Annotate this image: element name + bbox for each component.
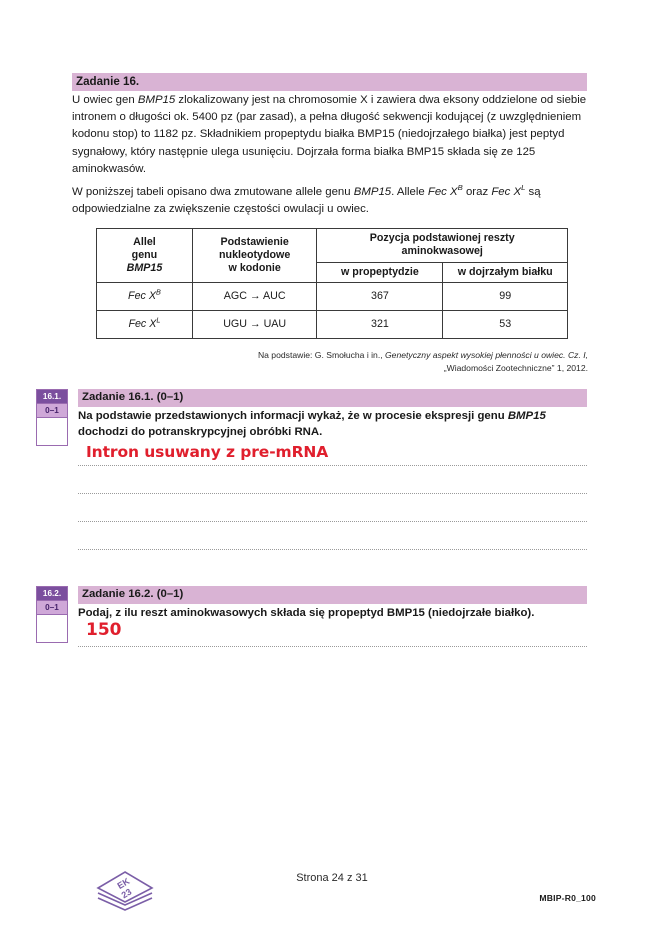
- task-16-paragraph-1: [72, 92, 591, 178]
- header-nucleotide-substitution: [192, 229, 317, 283]
- cell-substitution: AGC → AUC: [192, 283, 317, 311]
- sheet-code-label: MBIP-R0_100: [539, 893, 596, 903]
- header-in-mature-protein: w dojrzałym białku: [443, 262, 568, 282]
- subtask-16-1-prompt: [78, 408, 591, 441]
- answer-line[interactable]: [78, 646, 587, 647]
- allele-fec-xb: [427, 183, 463, 198]
- paragraph-1-text-a: U owiec gen: [72, 94, 138, 106]
- allele-data-table: [96, 228, 568, 339]
- logo-text-ek: EK: [115, 875, 132, 891]
- task-16-header: Zadanie 16.: [72, 73, 587, 91]
- table-row: [97, 311, 568, 339]
- allele-value: [128, 287, 161, 303]
- header-allele-line-1: Allel: [133, 235, 156, 248]
- subtask-16-1-header: Zadanie 16.1. (0–1): [78, 389, 587, 407]
- subtask-16-1-answer[interactable]: Intron usuwany z pre-mRNA: [86, 443, 329, 461]
- header-subst-line-2: nukleotydowe: [219, 248, 291, 261]
- allele-fec-xl: [491, 183, 526, 198]
- allele-value-superscript: B: [155, 287, 161, 297]
- paragraph-2-text-b: . Allele: [391, 186, 428, 198]
- header-position-line-2: aminokwasowej: [401, 245, 483, 258]
- score-box-range: 0–1: [37, 404, 67, 418]
- header-subst-line-3: w kodonie: [228, 262, 281, 275]
- table-row: [97, 283, 568, 311]
- logo-text-23: 23: [119, 886, 134, 901]
- cell-mature-position: 53: [443, 311, 568, 339]
- subtask-16-2-header: Zadanie 16.2. (0–1): [78, 586, 587, 604]
- source-citation-line-1: Na podstawie: G. Smołucha i in.,: [257, 350, 385, 360]
- allele-fec-xl-superscript: L: [521, 183, 526, 193]
- header-position-line-1: Pozycja podstawionej reszty: [369, 232, 515, 244]
- answer-line[interactable]: [78, 465, 587, 466]
- allele-value: [128, 315, 161, 331]
- subtask-16-2-answer[interactable]: 150: [86, 620, 122, 640]
- cell-substitution: UGU → UAU: [192, 311, 317, 339]
- paragraph-1-text-b: zlokalizowany jest na chromosomie X i zawiera dwa eksony oddzielone od siebie intronem o długości ok. 5400 pz (par zasad), a pełna długość sekwencji kodującej (z uwzględnieniem kodonu stop) to 1182 pz. Składnikiem propeptydu białka BMP15 (niedojrzałego białka) jest peptyd sygnałowy, który następnie ulega usunięciu. Dojrzała forma białka BMP15 składa się ze 125 aminokwasów.: [72, 94, 587, 175]
- header-allele-line-3: BMP15: [126, 262, 163, 275]
- header-position-group: [317, 229, 568, 263]
- allele-value-base: Fec X: [128, 290, 156, 303]
- cell-mature-position: 99: [443, 283, 568, 311]
- gene-name-bmp15: BMP15: [137, 94, 176, 106]
- gene-name-bmp15: BMP15: [353, 186, 392, 198]
- score-box-id: 16.2.: [37, 587, 67, 601]
- answer-line[interactable]: [78, 521, 587, 522]
- task-16-paragraph-2: [72, 184, 591, 218]
- page-number-label: Strona 24 z 31: [296, 872, 368, 884]
- cell-allele: [97, 311, 193, 339]
- subtask-16-1-prompt-a: Na podstawie przedstawionych informacji wykaż, że w procesie ekspresji genu: [78, 410, 508, 422]
- score-box-value[interactable]: [37, 615, 67, 642]
- header-allele-line-2: genu: [131, 248, 158, 261]
- subtask-16-1-prompt-b: dochodzi do potranskrypcyjnej obróbki RNA.: [78, 426, 323, 439]
- answer-line[interactable]: [78, 549, 587, 550]
- source-citation-title: Genetyczny aspekt wysokiej płenności u owiec. Cz. I,: [385, 350, 588, 360]
- score-box-16-2: [36, 586, 68, 643]
- table-body: [97, 283, 568, 339]
- subtask-16-2-prompt: Podaj, z ilu reszt aminokwasowych składa się propeptyd BMP15 (niedojrzałe białko).: [78, 607, 535, 619]
- score-box-16-1: [36, 389, 68, 446]
- allele-fec-xb-superscript: B: [457, 183, 463, 193]
- cell-allele: [97, 283, 193, 311]
- cell-propeptide-position: 321: [317, 311, 443, 339]
- allele-value-base: Fec X: [128, 318, 157, 331]
- gene-name-bmp15: BMP15: [507, 410, 546, 422]
- score-box-range: 0–1: [37, 601, 67, 615]
- answer-line[interactable]: [78, 493, 587, 494]
- table-header-row-1: [97, 229, 568, 263]
- score-box-id: 16.1.: [37, 390, 67, 404]
- header-in-propeptide: w propeptydzie: [317, 262, 443, 282]
- header-allele-gene: [97, 229, 193, 283]
- source-citation-line-2: „Wiadomości Zootechniczne” 1, 2012.: [443, 362, 588, 373]
- header-subst-line-1: Podstawienie: [220, 235, 289, 248]
- allele-fec-xb-base: Fec X: [427, 186, 458, 198]
- paragraph-2-text-d: są odpowiedzialne za zwiększenie częstości owulacji u owiec.: [72, 186, 541, 216]
- allele-value-superscript: L: [156, 315, 161, 325]
- score-box-value[interactable]: [37, 418, 67, 445]
- paragraph-2-text-c: oraz: [462, 186, 492, 198]
- paragraph-2-text-a: W poniższej tabeli opisano dwa zmutowane allele genu: [72, 186, 354, 198]
- source-citation: [180, 349, 588, 374]
- cell-propeptide-position: 367: [317, 283, 443, 311]
- allele-fec-xl-base: Fec X: [491, 186, 522, 198]
